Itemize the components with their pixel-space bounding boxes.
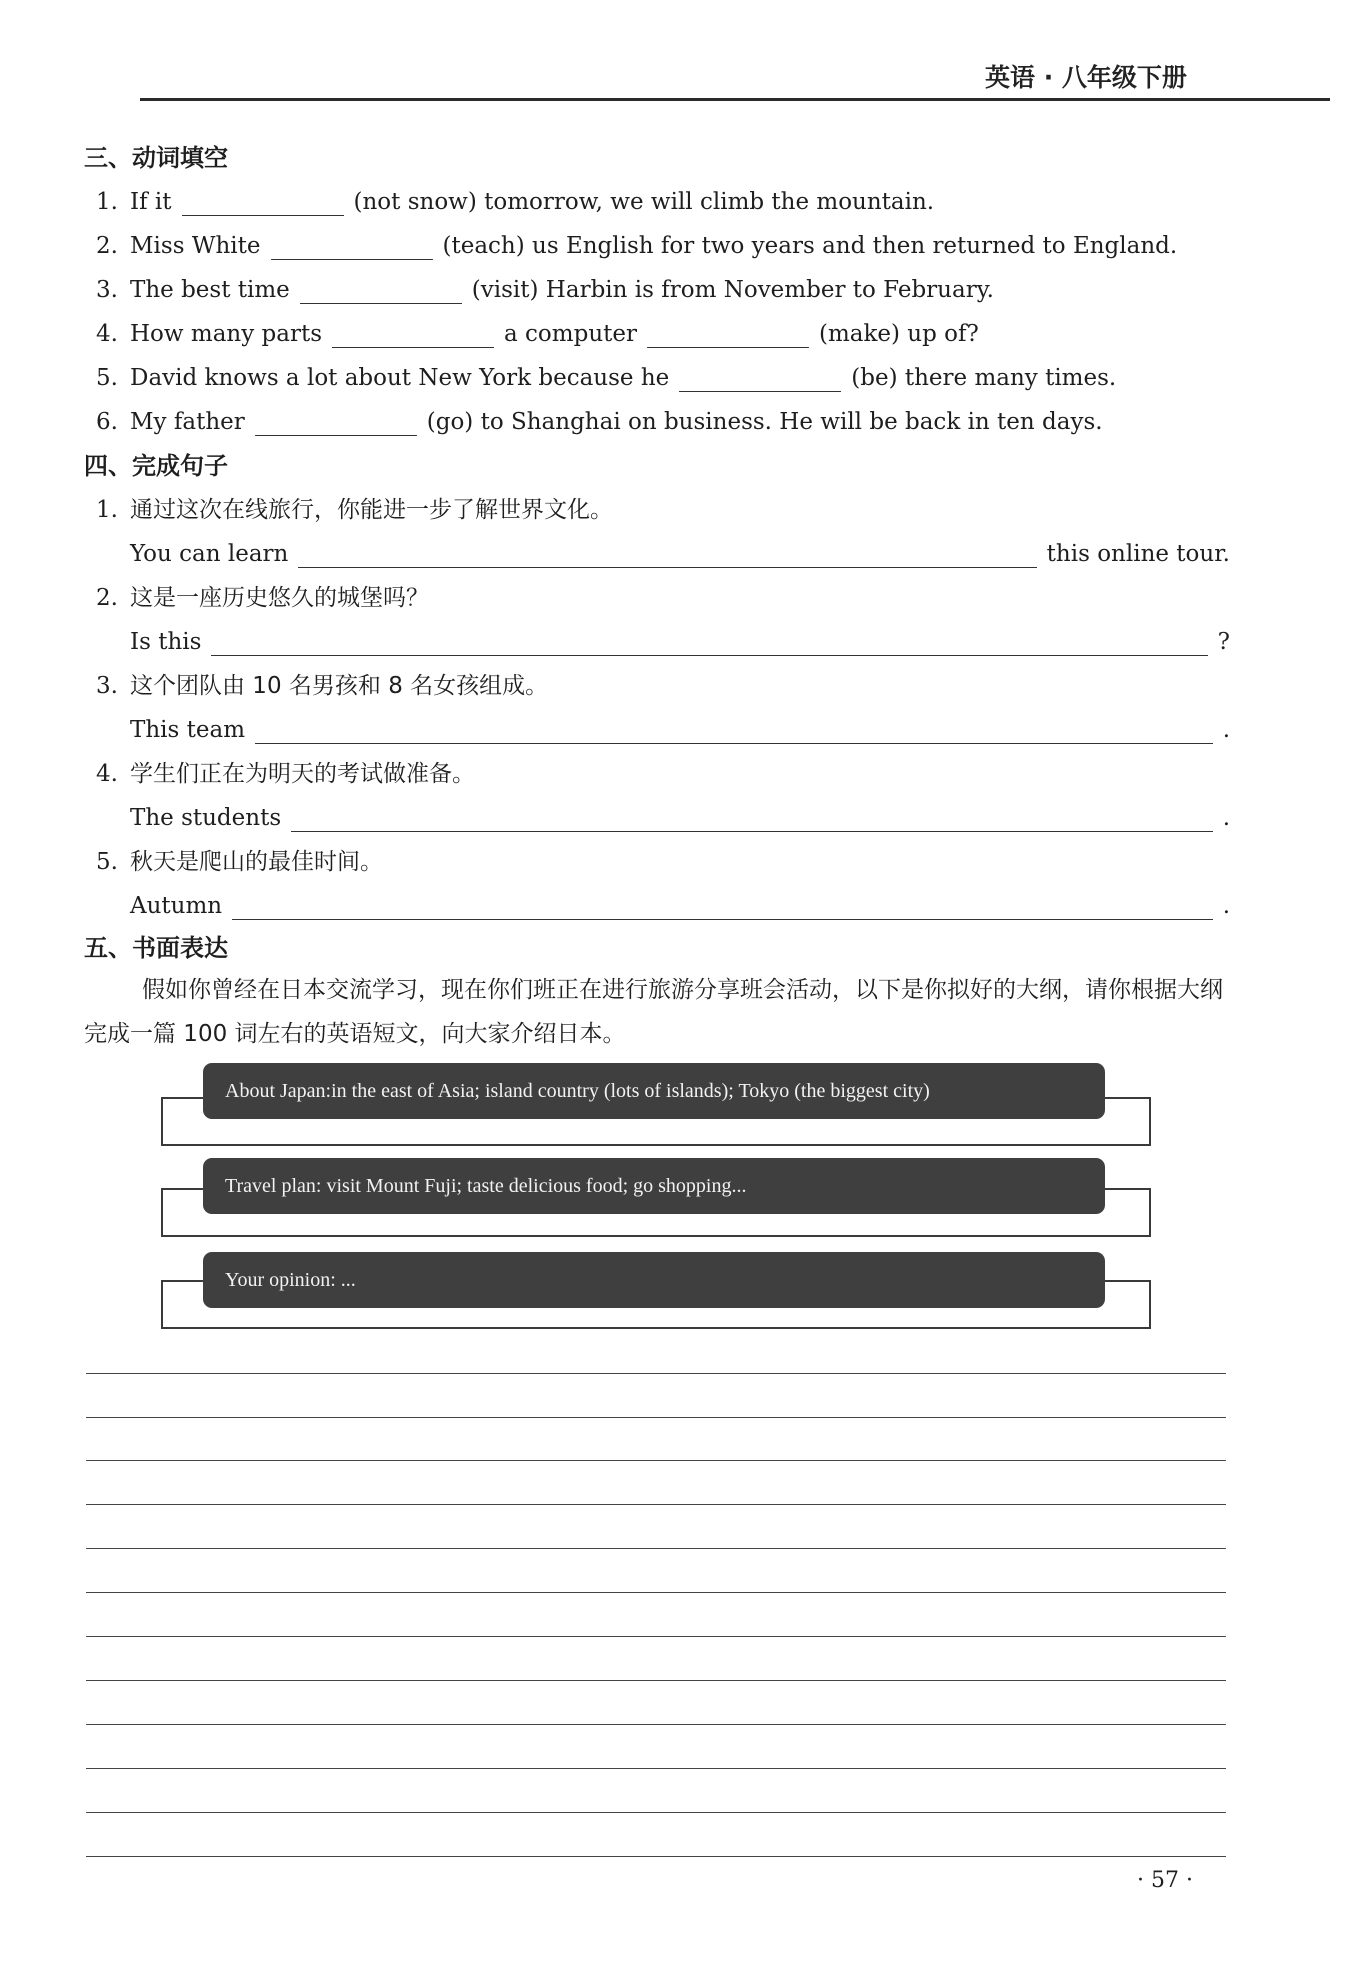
outline-item-about-japan: About Japan:in the east of Asia; island country (lots of islands); Tokyo (the biggest city) (203, 1063, 1105, 1119)
question-4-2-english (130, 622, 1230, 662)
section-title-complete-sentences: 四、完成句子 (84, 452, 228, 480)
writing-line[interactable] (86, 1812, 1226, 1813)
writing-line[interactable] (86, 1680, 1226, 1681)
question-text: How many parts (130, 321, 323, 347)
answer-blank[interactable] (679, 363, 841, 392)
question-text: a computer (504, 321, 637, 347)
answer-blank[interactable] (300, 275, 462, 304)
question-text: Miss White (130, 233, 261, 259)
question-number: 1. (96, 189, 118, 215)
question-number: 3. (96, 673, 118, 699)
question-3-6 (96, 402, 1236, 442)
english-start: Autumn (130, 893, 223, 919)
question-4-5-english (130, 886, 1230, 926)
writing-line[interactable] (86, 1592, 1226, 1593)
english-end: . (1222, 893, 1230, 919)
writing-line[interactable] (86, 1724, 1226, 1725)
question-number: 4. (96, 761, 118, 787)
outline-item-travel-plan: Travel plan: visit Mount Fuji; taste delicious food; go shopping... (203, 1158, 1105, 1214)
english-end: . (1222, 805, 1230, 831)
chinese-sentence: 这个团队由 10 名男孩和 8 名女孩组成。 (130, 673, 549, 699)
question-4-3-english (130, 710, 1230, 750)
writing-line[interactable] (86, 1856, 1226, 1857)
question-3-1 (96, 182, 1236, 222)
answer-blank[interactable] (255, 407, 417, 436)
answer-blank[interactable] (271, 231, 433, 260)
answer-blank[interactable] (332, 319, 494, 348)
question-text: The best time (130, 277, 290, 303)
writing-line[interactable] (86, 1548, 1226, 1549)
english-end: . (1222, 717, 1230, 743)
question-number: 4. (96, 321, 118, 347)
question-text: (make) up of? (818, 321, 979, 347)
outline-item-opinion: Your opinion: ... (203, 1252, 1105, 1308)
question-4-1-chinese (96, 490, 1236, 530)
question-text: My father (130, 409, 245, 435)
question-text: If it (130, 189, 172, 215)
english-start: You can learn (130, 541, 289, 567)
header-title: 英语 · 八年级下册 (985, 63, 1187, 92)
chinese-sentence: 秋天是爬山的最佳时间。 (130, 849, 383, 875)
english-start: This team (130, 717, 245, 743)
question-number: 3. (96, 277, 118, 303)
question-4-4-chinese (96, 754, 1236, 794)
question-4-3-chinese (96, 666, 1236, 706)
english-end: this online tour. (1046, 541, 1230, 567)
page-number: · 57 · (1137, 1868, 1193, 1893)
chinese-sentence: 通过这次在线旅行，你能进一步了解世界文化。 (130, 497, 613, 523)
question-number: 5. (96, 365, 118, 391)
question-text: (be) there many times. (851, 365, 1117, 391)
answer-blank[interactable] (647, 319, 809, 348)
question-text: (teach) us English for two years and then returned to England. (442, 233, 1178, 259)
question-number: 5. (96, 849, 118, 875)
question-number: 1. (96, 497, 118, 523)
writing-line[interactable] (86, 1417, 1226, 1418)
chinese-sentence: 学生们正在为明天的考试做准备。 (130, 761, 475, 787)
answer-blank[interactable] (182, 187, 344, 216)
question-text: (go) to Shanghai on business. He will be back in ten days. (426, 409, 1103, 435)
question-number: 6. (96, 409, 118, 435)
question-4-4-english (130, 798, 1230, 838)
question-text: (not snow) tomorrow, we will climb the mountain. (353, 189, 935, 215)
writing-line[interactable] (86, 1373, 1226, 1374)
question-3-2 (96, 226, 1236, 266)
question-text: (visit) Harbin is from November to February. (471, 277, 994, 303)
english-start: The students (130, 805, 282, 831)
question-number: 2. (96, 233, 118, 259)
header-rule (140, 98, 1330, 101)
answer-blank[interactable] (211, 627, 1207, 656)
writing-line[interactable] (86, 1460, 1226, 1461)
question-4-2-chinese (96, 578, 1236, 618)
english-end: ? (1217, 629, 1230, 655)
answer-blank[interactable] (298, 539, 1036, 568)
question-3-4 (96, 314, 1236, 354)
question-4-1-english (130, 534, 1230, 574)
answer-blank[interactable] (232, 891, 1213, 920)
writing-line[interactable] (86, 1504, 1226, 1505)
chinese-sentence: 这是一座历史悠久的城堡吗？ (130, 585, 429, 611)
english-start: Is this (130, 629, 202, 655)
answer-blank[interactable] (291, 803, 1213, 832)
section-title-verb-fill: 三、动词填空 (84, 144, 228, 172)
question-4-5-chinese (96, 842, 1236, 882)
question-3-5 (96, 358, 1236, 398)
question-number: 2. (96, 585, 118, 611)
writing-line[interactable] (86, 1768, 1226, 1769)
answer-blank[interactable] (255, 715, 1213, 744)
writing-line[interactable] (86, 1636, 1226, 1637)
section-title-writing: 五、书面表达 (84, 934, 228, 962)
question-3-3 (96, 270, 1236, 310)
question-text: David knows a lot about New York because he (130, 365, 670, 391)
writing-prompt: 假如你曾经在日本交流学习，现在你们班正在进行旅游分享班会活动，以下是你拟好的大纲，请你根据大纲完成一篇 100 词左右的英语短文，向大家介绍日本。 (84, 977, 1223, 1047)
